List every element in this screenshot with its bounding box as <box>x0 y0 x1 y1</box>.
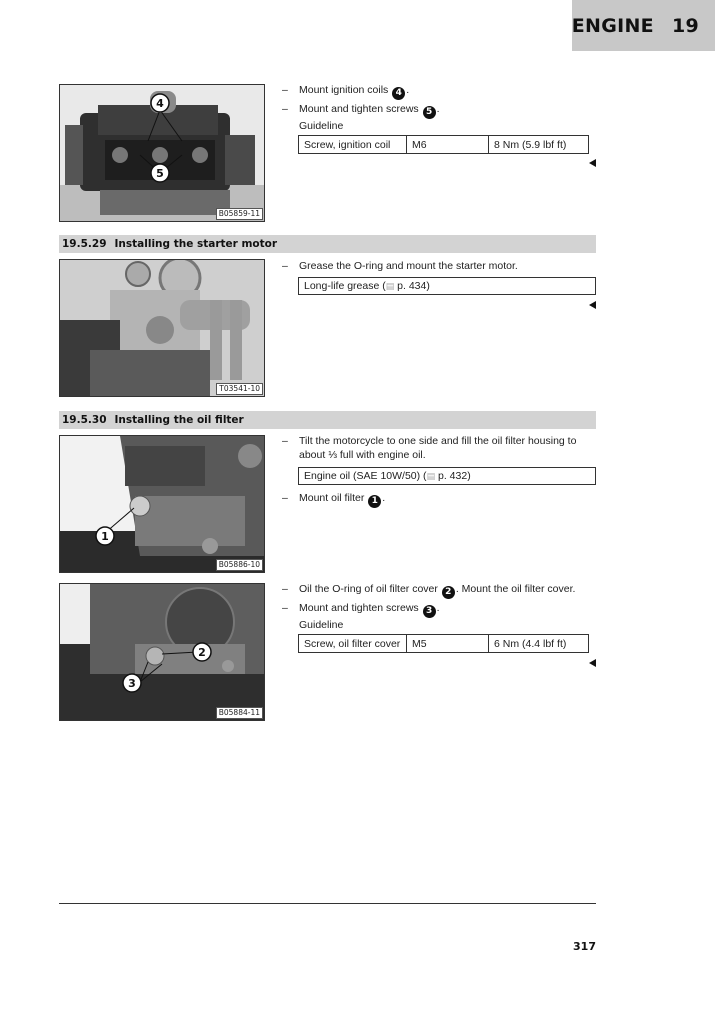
spec-table <box>298 135 589 154</box>
dash-bullet: – <box>282 260 288 272</box>
end-marker-icon <box>589 159 596 167</box>
step-text: Grease the O-ring and mount the starter motor. <box>299 260 518 272</box>
footer-rule <box>59 903 596 904</box>
spec-thread: M6 <box>407 136 489 154</box>
image-code: B05884-11 <box>216 707 263 719</box>
step-text-continued: . Mount the oil filter cover. <box>455 583 576 595</box>
callout-2-label: 2 <box>198 646 206 659</box>
note-text: Engine oil (SAE 10W/50) ( <box>304 470 427 482</box>
section-heading <box>59 235 596 253</box>
end-marker-icon <box>589 301 596 309</box>
step-tighten-screws: – Mount and tighten screws 5 . <box>282 103 440 117</box>
spec-item: Screw, ignition coil <box>299 136 407 154</box>
step-text: Mount oil filter <box>299 492 365 504</box>
section-heading <box>59 411 596 429</box>
note-page: p. 434) <box>394 280 430 292</box>
book-icon: ▤ <box>426 471 436 481</box>
dash-bullet: – <box>282 435 288 447</box>
guideline-label: Guideline <box>299 120 344 132</box>
photo-starter-motor <box>59 259 265 397</box>
dash-bullet: – <box>282 602 288 614</box>
dash-bullet: – <box>282 492 288 504</box>
section-number: 19.5.30 <box>62 414 107 426</box>
page-number: 317 <box>573 940 596 953</box>
guideline-label: Guideline <box>299 619 344 631</box>
step-text: Mount ignition coils <box>299 84 389 96</box>
chapter-title: ENGINE <box>571 14 654 37</box>
image-code: T03541-10 <box>216 383 263 395</box>
consumable-note <box>298 277 596 295</box>
consumable-note <box>298 467 596 485</box>
dash-bullet: – <box>282 583 288 595</box>
spec-torque: 6 Nm (4.4 lbf ft) <box>489 635 589 653</box>
dash-bullet: – <box>282 84 288 96</box>
spec-row <box>299 635 589 653</box>
spec-row <box>299 136 589 154</box>
callout-5-label: 5 <box>156 167 164 180</box>
photo-oil-filter <box>59 435 265 573</box>
step-oil-o-ring <box>282 582 594 599</box>
callout-3-label: 3 <box>128 677 136 690</box>
step-text: Mount and tighten screws <box>299 103 419 115</box>
note-text: Long-life grease ( <box>304 280 386 292</box>
ref-number-badge: 2 <box>442 586 455 599</box>
callout-1-label: 1 <box>101 530 109 543</box>
ref-number-badge: 4 <box>392 87 405 100</box>
spec-torque: 8 Nm (5.9 lbf ft) <box>489 136 589 154</box>
section-title: Installing the starter motor <box>114 238 278 250</box>
photo-oil-filter-cover <box>59 583 265 721</box>
chapter-tab <box>572 0 715 51</box>
spec-table <box>298 634 589 653</box>
book-icon: ▤ <box>385 281 395 291</box>
ref-number-badge: 3 <box>423 605 436 618</box>
callout-4-label: 4 <box>156 97 164 110</box>
step-text: Tilt the motorcycle to one side and fill the oil filter housing to about ⅓ full with engine oil. <box>299 435 577 461</box>
step-mount-ignition-coils: – Mount ignition coils 4 . <box>282 84 410 98</box>
image-code: B05886-10 <box>216 559 263 571</box>
step-fill-oil <box>282 434 594 462</box>
spec-item: Screw, oil filter cover <box>299 635 407 653</box>
step-tighten-cover-screws: – Mount and tighten screws 3 . <box>282 602 440 616</box>
chapter-number: 19 <box>671 14 699 37</box>
spec-thread: M5 <box>407 635 489 653</box>
step-text: Oil the O-ring of oil filter cover <box>299 583 438 595</box>
end-marker-icon <box>589 659 596 667</box>
step-text: Mount and tighten screws <box>299 602 419 614</box>
step-mount-oil-filter: – Mount oil filter 1 . <box>282 492 386 506</box>
ref-number-badge: 1 <box>368 495 381 508</box>
step-grease-o-ring <box>282 259 594 273</box>
ref-number-badge: 5 <box>423 106 436 119</box>
dash-bullet: – <box>282 103 288 115</box>
section-title: Installing the oil filter <box>114 414 244 426</box>
section-number: 19.5.29 <box>62 238 107 250</box>
image-code: B05859-11 <box>216 208 263 220</box>
note-page: p. 432) <box>435 470 471 482</box>
photo-ignition-coils <box>59 84 265 222</box>
